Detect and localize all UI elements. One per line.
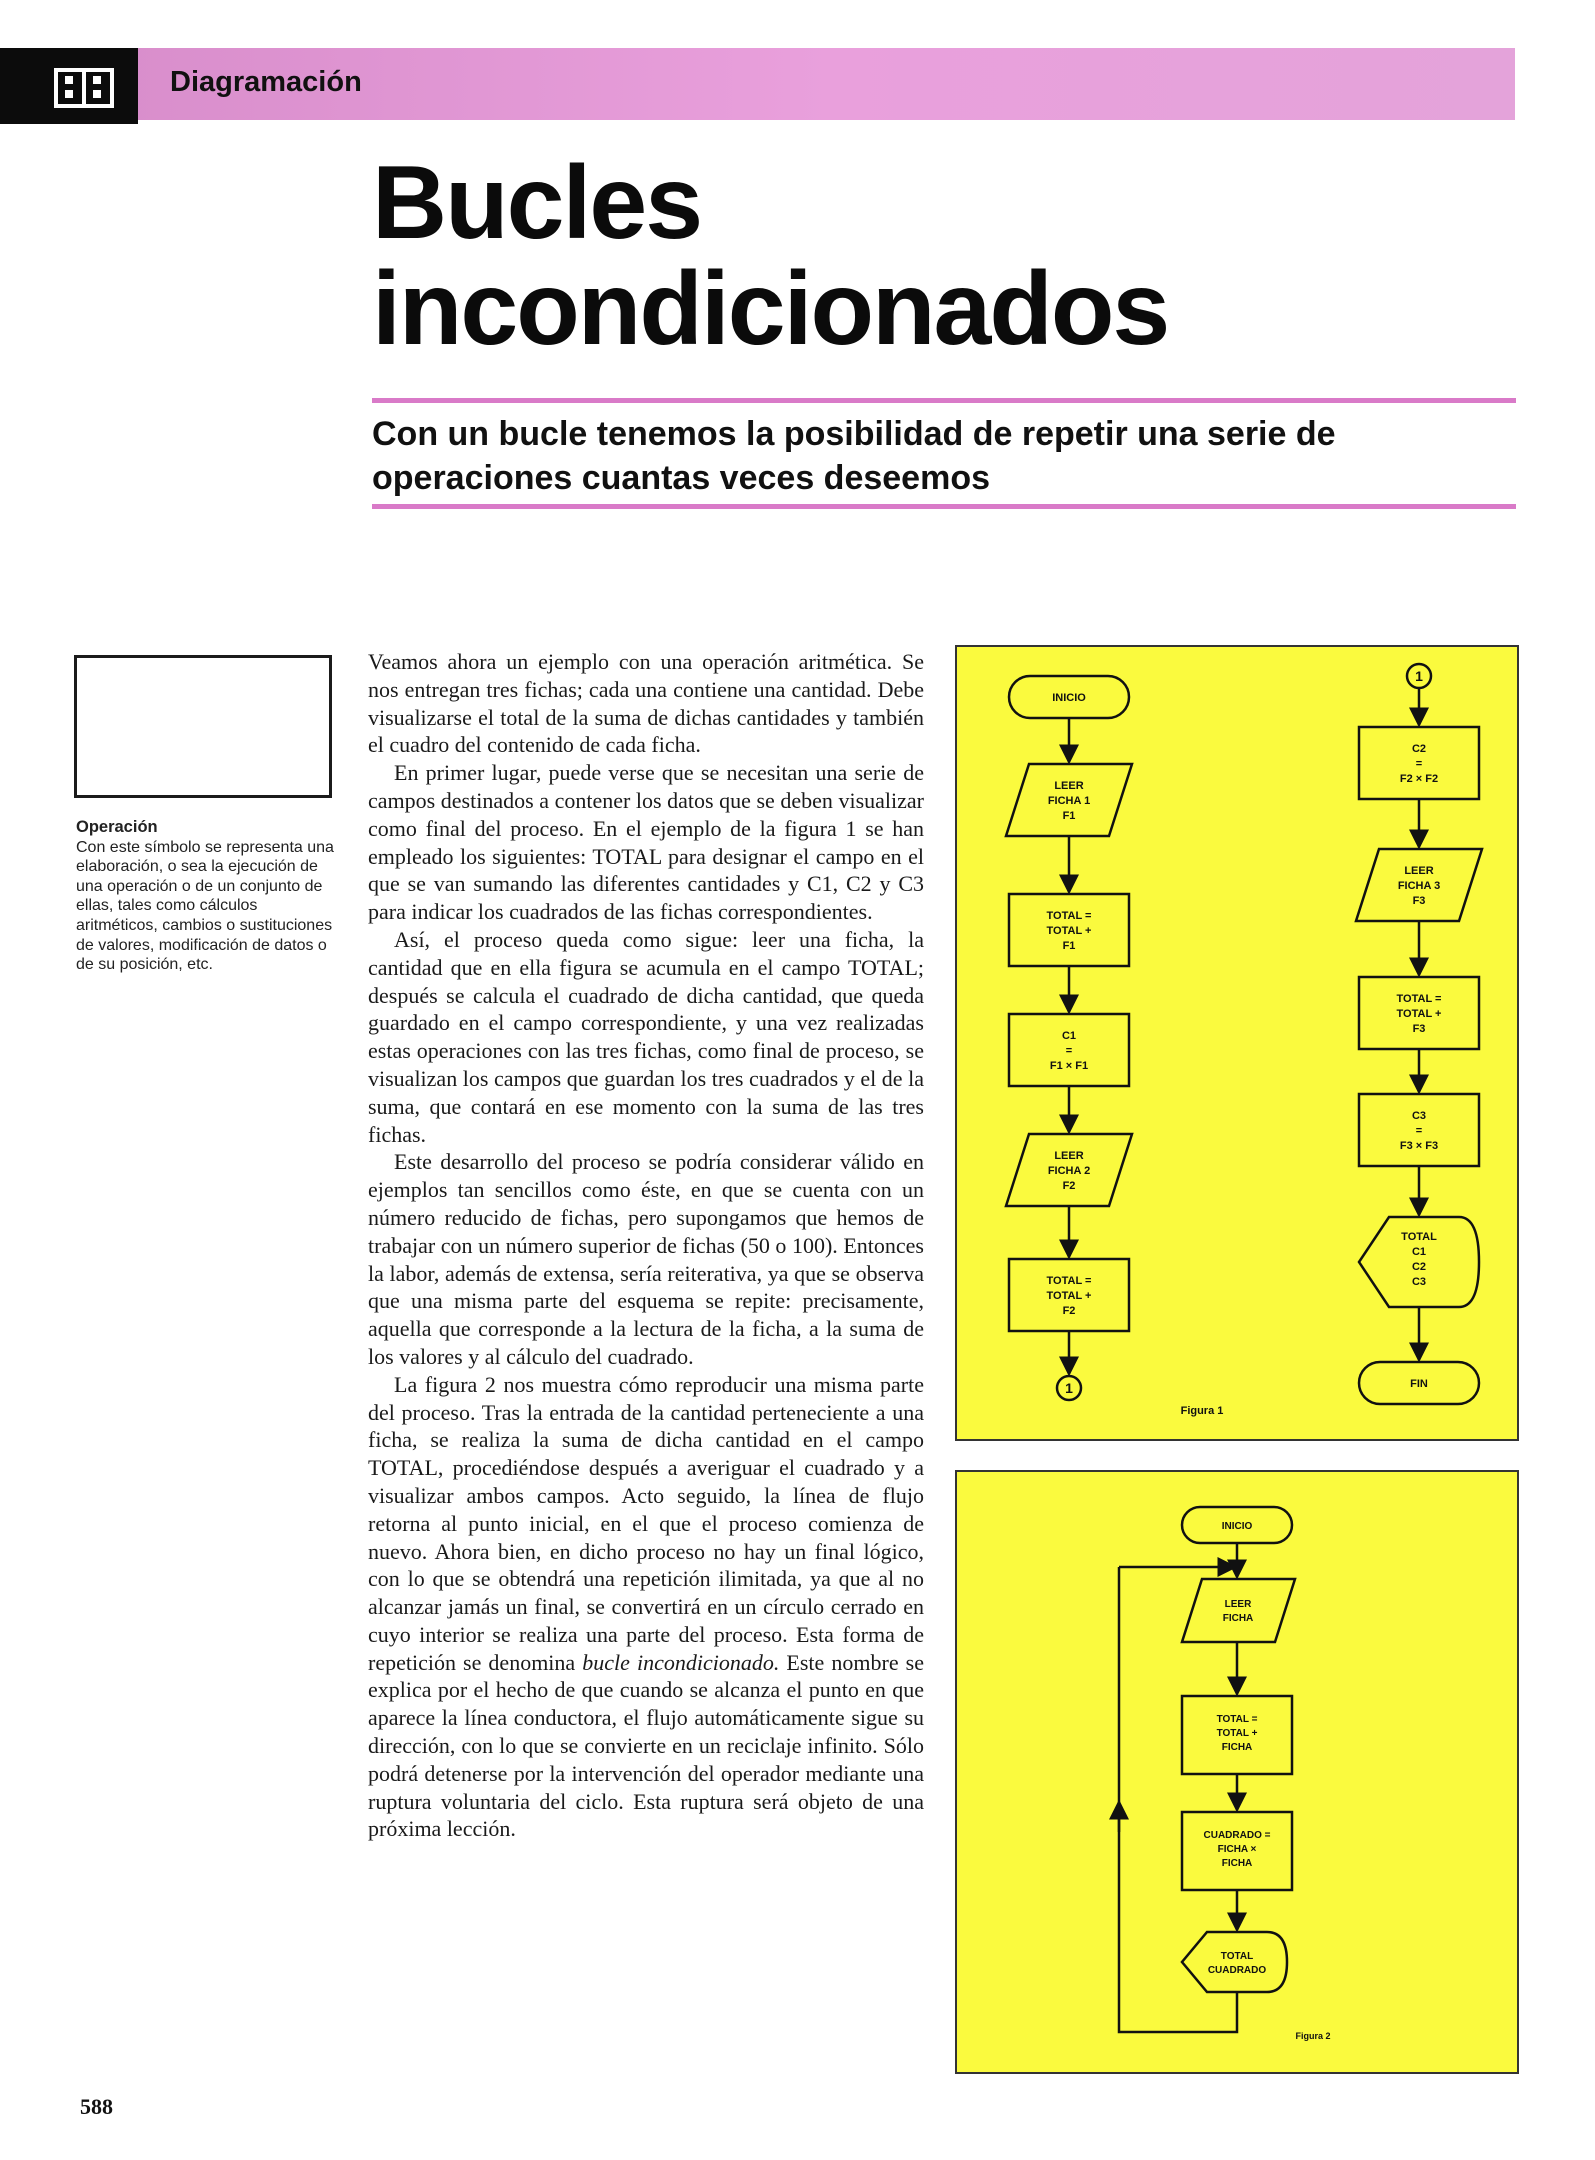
subtitle: Con un bucle tenemos la posibilidad de repetir una serie de operaciones cuantas veces deseemos — [372, 415, 1336, 497]
fig2-sum-l3: FICHA — [1221, 1742, 1253, 1753]
title-line-1: Bucles — [372, 145, 702, 261]
paragraph-5 — [368, 1371, 924, 1844]
figure-2-flowchart — [957, 1472, 1517, 2072]
fig1-read3-l1: LEER — [1404, 865, 1434, 877]
fig1-display-l4: C3 — [1411, 1276, 1427, 1288]
fig1-sq1-l2: = — [1065, 1045, 1073, 1057]
fig1-sq3-l3: F3 × F3 — [1399, 1140, 1439, 1152]
article-body — [368, 648, 924, 1843]
page-number: 588 — [80, 2094, 113, 2119]
fig1-sum3-l2: TOTAL + — [1396, 1008, 1442, 1020]
fig1-sum3-l1: TOTAL = — [1396, 993, 1442, 1005]
fig1-connector-in-label: 1 — [1415, 668, 1423, 684]
section-logo — [0, 48, 138, 124]
page-title — [372, 145, 1169, 367]
fig1-display-l3: C2 — [1411, 1261, 1427, 1273]
fig2-loop-line — [1119, 1567, 1237, 2032]
fig1-sum2-l3: F2 — [1062, 1305, 1076, 1317]
fig1-sq3-l2: = — [1415, 1125, 1423, 1137]
fig1-sq1-l3: F1 × F1 — [1049, 1060, 1089, 1072]
fig1-sum1-l3: F1 — [1062, 940, 1076, 952]
paragraph-4: Este desarrollo del proceso se podría considerar válido en ejemplos tan sencillos como éste, en que se cuenta con un número reducido de fichas, pero supongamos que hemos de trabajar con un número superior de fichas (50 o 100). Entonces la labor, además de extensa, sería reiterativa, ya que se observa que una misma parte del esquema se repite: precisamente, aquella que corresponde a la lectura de la ficha, a la suma de los valores y al cálculo del cuadrado. — [368, 1149, 924, 1369]
top-divider — [372, 398, 1516, 403]
paragraph-2: En primer lugar, puede verse que se necesitan una serie de campos destinados a contener los datos que se deben visualizar como final del proceso. En el ejemplo de la figura 1 se han empleado los siguientes: TOTAL para designar el campo en el que se van sumando las diferentes cantidades y C1, C2 y C3 para indicar los cuadrados de las fichas correspondientes. — [368, 760, 924, 925]
fig1-read1-l2: FICHA 1 — [1047, 795, 1091, 807]
fig1-display-l2: C1 — [1411, 1246, 1427, 1258]
fig2-square-l2: FICHA × — [1217, 1844, 1257, 1855]
fig1-sq2-l1: C2 — [1411, 743, 1427, 755]
figure-2-caption: Figura 2 — [1295, 2031, 1331, 2041]
fig2-sum-l1: TOTAL = — [1216, 1714, 1258, 1725]
fig2-read-io — [1182, 1579, 1295, 1642]
fig1-connector-out-label: 1 — [1065, 1380, 1073, 1396]
fig2-square-l3: FICHA — [1221, 1858, 1253, 1869]
fig1-sum2-l1: TOTAL = — [1046, 1275, 1092, 1287]
paragraph-1: Veamos ahora un ejemplo con una operación aritmética. Se nos entregan tres fichas; cada una contiene una cantidad. Debe visualizarse el total de la suma de dichas cantidades y también el cuadro del contenido de cada ficha. — [368, 649, 924, 758]
flowchart-icon — [54, 68, 114, 108]
title-line-2: incondicionados — [372, 251, 1169, 367]
paragraph-5-a: La figura 2 nos muestra cómo reproducir una misma parte del proceso. Tras la entrada de la cantidad perteneciente a una ficha, se realiza la suma de dicha cantidad en el campo TOTAL, procediéndose después a averiguar el cuadrado y a visualizar ambos campos. Acto seguido, la línea de flujo retorna al punto inicial, en el que el proceso comienza de nuevo. Ahora bien, en dicho proceso no hay un final lógico, con lo que se obtendrá una repetición ilimitada, ya que al no alcanzar jamás un final, se convertirá en un círculo cerrado en cuyo interior se realiza una parte del proceso. Esta forma de repetición se denomina — [368, 1371, 924, 1675]
sidebar-caption — [76, 818, 341, 975]
fig1-read2-l1: LEER — [1054, 1150, 1084, 1162]
fig1-read2-l2: FICHA 2 — [1047, 1165, 1091, 1177]
paragraph-5-b: Este nombre se explica por el hecho de que cuando se alcanza el punto en que aparece la línea conductora, el flujo automáticamente sigue su dirección, con lo que se convierte en un reciclaje infinito. Sólo podrá detenerse por la intervención del operador mediante una ruptura voluntaria del ciclo. Esta ruptura será objeto de una próxima lección. — [368, 1649, 924, 1842]
fig1-read3-l3: F3 — [1412, 895, 1426, 907]
operation-symbol — [74, 655, 332, 798]
figure-1-flowchart — [957, 647, 1517, 1439]
fig1-sum3-l3: F3 — [1412, 1023, 1426, 1035]
paragraph-3: Así, el proceso queda como sigue: leer una ficha, la cantidad que en ella figura se acumula en el campo TOTAL; después se calcula el cuadrado de dicha cantidad, que queda guardado en el campo correspondiente, y una vez realizadas estas operaciones con las tres fichas, como final de proceso, se visualizan los campos que guardan los tres cuadrados y el de la suma, que contará en ese momento con la suma de las tres fichas. — [368, 926, 924, 1147]
section-label: Diagramación — [170, 66, 362, 98]
fig2-read-l2: FICHA — [1222, 1613, 1254, 1624]
fig1-sum2-l2: TOTAL + — [1046, 1290, 1092, 1302]
fig2-display-l1: TOTAL — [1220, 1951, 1254, 1962]
fig1-start-label: INICIO — [1052, 692, 1086, 704]
fig2-display-l2: CUADRADO — [1207, 1965, 1267, 1976]
fig1-read1-l3: F1 — [1062, 810, 1076, 822]
fig2-square-l1: CUADRADO = — [1203, 1830, 1271, 1841]
fig1-read3-l2: FICHA 3 — [1397, 880, 1441, 892]
fig2-sum-l2: TOTAL + — [1216, 1728, 1258, 1739]
caption-title: Operación — [76, 818, 158, 836]
fig1-sq2-l3: F2 × F2 — [1399, 773, 1439, 785]
fig1-display-l1: TOTAL — [1401, 1231, 1437, 1243]
fig1-sum1-l2: TOTAL + — [1046, 925, 1092, 937]
fig1-sq2-l2: = — [1415, 758, 1423, 770]
fig1-sq3-l1: C3 — [1411, 1110, 1427, 1122]
fig1-end-label: FIN — [1410, 1378, 1428, 1390]
fig1-sq1-l1: C1 — [1061, 1030, 1077, 1042]
fig2-read-l1: LEER — [1224, 1599, 1252, 1610]
fig2-start-label: INICIO — [1221, 1521, 1253, 1532]
figure-1-caption: Figura 1 — [1180, 1405, 1224, 1417]
bottom-divider — [372, 504, 1516, 509]
fig1-read1-l1: LEER — [1054, 780, 1084, 792]
figure-1 — [955, 645, 1519, 1441]
figure-2 — [955, 1470, 1519, 2074]
caption-text: Con este símbolo se representa una elaboración, o sea la ejecución de una operación o de un conjunto de ellas, tales como cálculos aritméticos, cambios o sustituciones de valores, modificación de datos o de su posición, etc. — [76, 838, 334, 974]
fig1-sum1-l1: TOTAL = — [1046, 910, 1092, 922]
term-bucle-incondicionado: bucle incondicionado. — [582, 1649, 780, 1675]
fig2-display-shape — [1182, 1932, 1287, 1992]
fig1-read2-l3: F2 — [1062, 1180, 1076, 1192]
